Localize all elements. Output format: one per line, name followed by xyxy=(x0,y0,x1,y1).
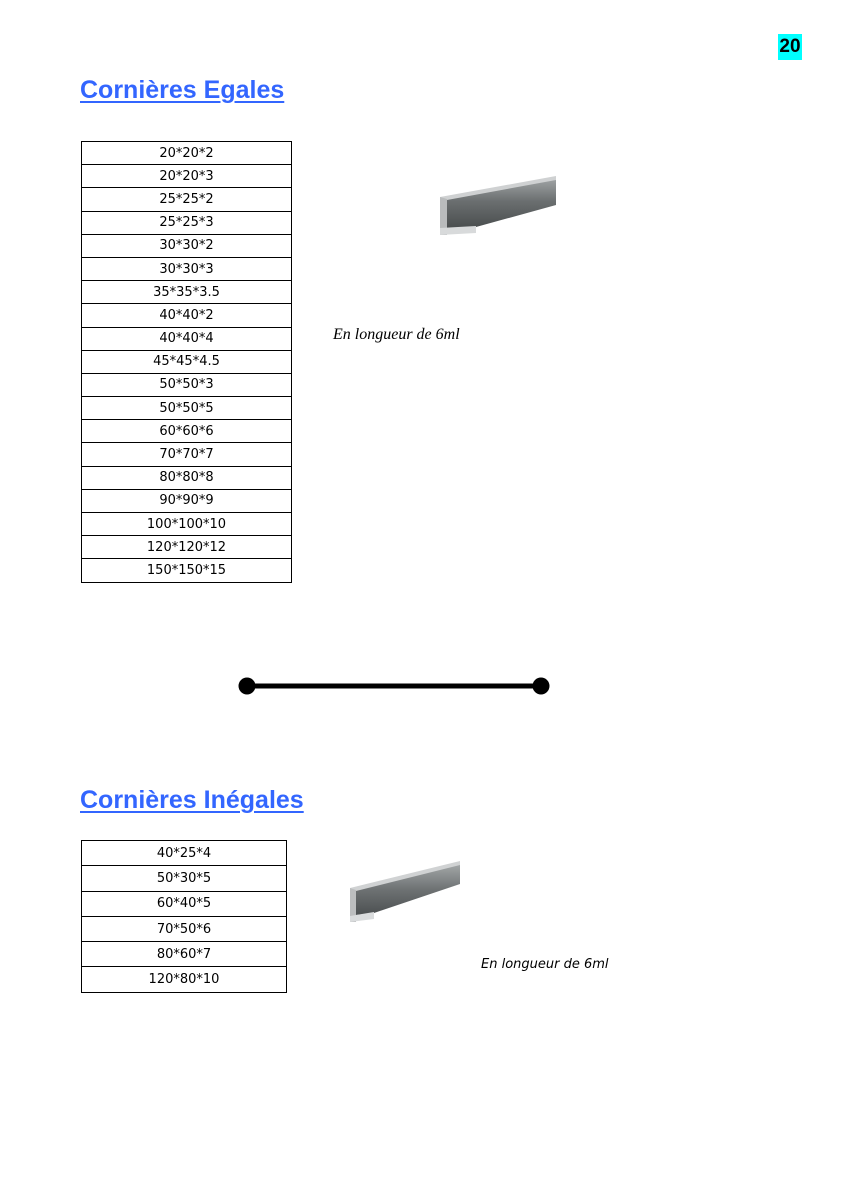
table-row xyxy=(82,165,291,188)
table-row xyxy=(82,142,291,165)
table-row xyxy=(82,942,286,967)
table-row xyxy=(82,420,291,443)
table-row xyxy=(82,443,291,466)
table-cell: 150*150*15 xyxy=(146,562,227,578)
divider-end-dot xyxy=(239,678,256,695)
table-cell: 50*30*5 xyxy=(156,870,212,886)
bar-face xyxy=(356,864,460,915)
table-row xyxy=(82,235,291,258)
table-cell: 80*80*8 xyxy=(159,470,214,486)
table-cell: 45*45*4.5 xyxy=(153,354,220,370)
table-row xyxy=(82,281,291,304)
table-cell: 50*50*5 xyxy=(159,400,214,416)
table-row xyxy=(82,917,286,942)
table-row xyxy=(82,513,291,536)
table-row xyxy=(82,967,286,992)
table-cell: 70*70*7 xyxy=(159,447,214,463)
table-cell: 80*60*7 xyxy=(156,946,212,962)
table-cell: 20*20*2 xyxy=(159,145,214,161)
table-cell: 70*50*6 xyxy=(156,921,212,937)
unequal-angles-table xyxy=(81,840,287,993)
table-row xyxy=(82,536,291,559)
table-cell: 40*25*4 xyxy=(156,845,212,861)
table-cell: 60*40*5 xyxy=(156,896,212,912)
table-row xyxy=(82,328,291,351)
table-row xyxy=(82,559,291,582)
table-cell: 120*120*12 xyxy=(146,539,227,555)
table-cell: 20*20*3 xyxy=(159,168,214,184)
table-row xyxy=(82,351,291,374)
table-cell: 100*100*10 xyxy=(146,516,227,532)
table-cell: 30*30*2 xyxy=(159,238,214,254)
table-row xyxy=(82,258,291,281)
page-number: 20 xyxy=(778,34,802,60)
table-row xyxy=(82,304,291,327)
table-row xyxy=(82,467,291,490)
table-cell: 50*50*3 xyxy=(159,377,214,393)
section-title-unequal-angles: Cornières Inégales xyxy=(80,786,304,814)
table-row xyxy=(82,892,286,917)
table-row xyxy=(82,866,286,891)
table-cell: 60*60*6 xyxy=(159,423,214,439)
divider-end-dot xyxy=(533,678,550,695)
length-note: En longueur de 6ml xyxy=(333,326,460,343)
table-row xyxy=(82,841,286,866)
table-cell: 40*40*2 xyxy=(159,307,214,323)
table-cell: 30*30*3 xyxy=(159,261,214,277)
table-cell: 120*80*10 xyxy=(148,972,220,988)
table-cell: 40*40*4 xyxy=(159,331,214,347)
table-row xyxy=(82,188,291,211)
equal-angle-bar-image xyxy=(436,172,560,238)
table-row xyxy=(82,212,291,235)
section-divider xyxy=(235,674,555,698)
table-row xyxy=(82,490,291,513)
table-cell: 25*25*3 xyxy=(159,215,214,231)
table-cell: 35*35*3.5 xyxy=(153,284,220,300)
section-title-equal-angles: Cornières Egales xyxy=(80,76,285,104)
table-cell: 90*90*9 xyxy=(159,493,214,509)
equal-angles-table xyxy=(81,141,292,583)
table-row xyxy=(82,374,291,397)
length-note: En longueur de 6ml xyxy=(481,957,609,972)
table-row xyxy=(82,397,291,420)
table-cell: 25*25*2 xyxy=(159,191,214,207)
unequal-angle-bar-image xyxy=(346,858,464,926)
